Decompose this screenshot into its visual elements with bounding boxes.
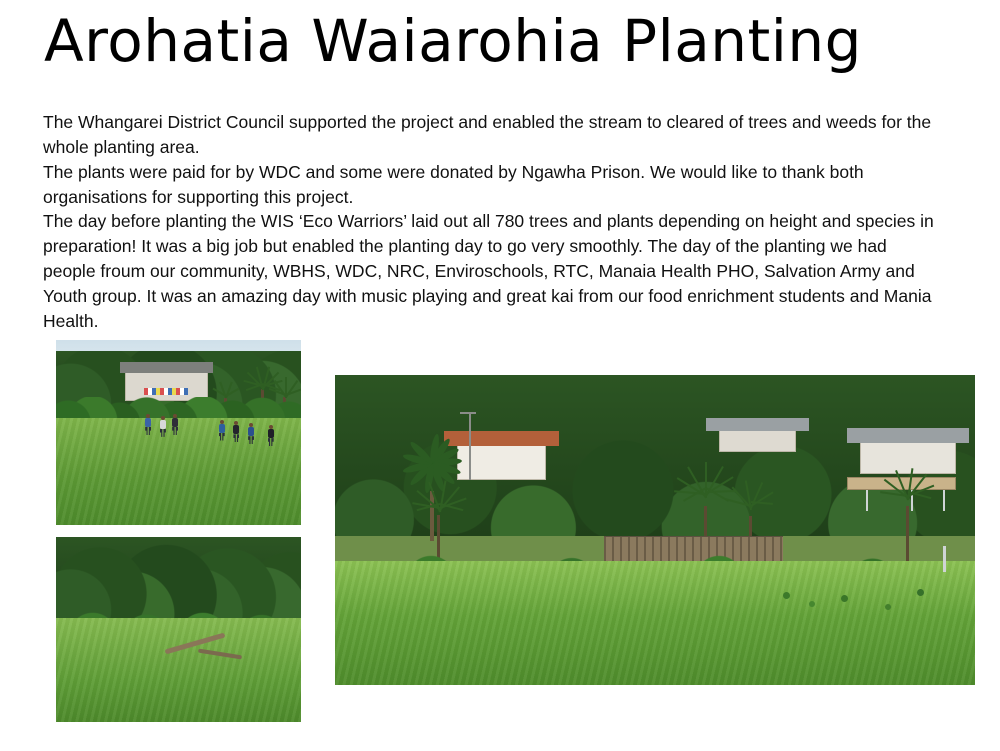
body-text — [43, 110, 943, 334]
paragraph-1: The Whangarei District Council supported the project and enabled the stream to cleared of trees and weeds for the whole planting area. — [43, 112, 932, 157]
page-title: Arohatia Waiarohia Planting — [44, 7, 862, 75]
photo-walkers — [56, 340, 301, 525]
photo-field — [335, 375, 975, 685]
paragraph-3: The day before planting the WIS ‘Eco Warriors’ laid out all 780 trees and plants depending on height and species in preparation! It was a big job but enabled the planting day to go very smoothly. The day of the planting we had people froum our community, WBHS, WDC, NRC, Enviroschools, RTC, Manaia Health PHO, Salvation Army and Youth group. It was an amazing day with music playing and great kai from our food enrichment students and Mania Health. — [43, 211, 934, 331]
paragraph-2: The plants were paid for by WDC and some were donated by Ngawha Prison. We would like to thank both organisations for supporting this project. — [43, 161, 864, 207]
photo-stream — [56, 537, 301, 722]
